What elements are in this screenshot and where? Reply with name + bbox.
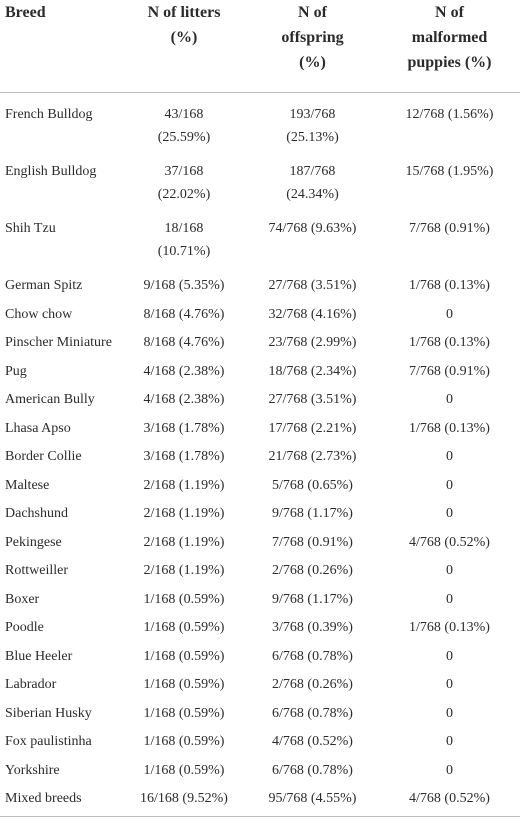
malformed-cell: 0 — [446, 392, 453, 407]
litters-cell — [122, 217, 246, 274]
litters-cell — [122, 616, 246, 645]
litters-cell-line: 3/168 (1.78%) — [143, 420, 225, 436]
header-breed: Breed — [0, 0, 122, 93]
litters-cell — [122, 673, 246, 702]
offspring-cell-line: 6/768 (0.78%) — [272, 648, 353, 664]
malformed-cell: 0 — [446, 306, 453, 322]
litters-cell — [122, 388, 246, 417]
table-row — [0, 673, 520, 702]
malformed-cell: 0 — [446, 677, 453, 692]
litters-cell — [122, 702, 246, 731]
offspring-cell-line: 2/768 (0.26%) — [272, 677, 353, 692]
breed-cell: Rottweiller — [5, 563, 68, 578]
litters-cell-line: (22.02%) — [157, 187, 211, 202]
offspring-cell-line: 187/768 — [289, 164, 336, 179]
breed-cell: Lhasa Apso — [5, 420, 71, 436]
table-body — [0, 93, 520, 817]
table-row — [0, 730, 520, 759]
breed-cell: German Spitz — [5, 278, 83, 293]
offspring-cell — [246, 445, 379, 474]
breed-cell: Shih Tzu — [5, 221, 56, 236]
malformed-cell: 0 — [446, 648, 453, 664]
breed-cell: Maltese — [5, 477, 50, 493]
header-malformed-line: puppies (%) — [407, 54, 492, 71]
table-header — [0, 0, 520, 93]
litters-cell-line: 2/168 (1.19%) — [143, 534, 225, 550]
litters-cell — [122, 531, 246, 560]
litters-cell — [122, 417, 246, 446]
offspring-cell — [246, 787, 379, 816]
litters-cell-line: 8/168 (4.76%) — [143, 335, 225, 350]
malformed-cell: 0 — [446, 734, 453, 749]
header-offspring-line: offspring — [281, 29, 344, 46]
header-malformed — [379, 0, 520, 93]
table-row — [0, 645, 520, 674]
breed-cell: Fox paulistinha — [5, 734, 92, 749]
offspring-cell — [246, 730, 379, 759]
litters-cell — [122, 274, 246, 303]
table-row — [0, 616, 520, 645]
breed-cell: Siberian Husky — [5, 705, 92, 721]
litters-cell — [122, 559, 246, 588]
malformed-cell: 12/768 (1.56%) — [405, 107, 494, 122]
litters-cell-line: 1/168 (0.59%) — [143, 677, 225, 692]
breed-cell: French Bulldog — [5, 107, 93, 122]
litters-cell — [122, 445, 246, 474]
offspring-cell-line: 17/768 (2.21%) — [268, 420, 357, 436]
litters-cell-line: 4/168 (2.38%) — [143, 363, 225, 379]
litters-cell — [122, 588, 246, 617]
litters-cell — [122, 645, 246, 674]
offspring-cell-line: (25.13%) — [286, 130, 339, 145]
litters-cell-line: 1/168 (0.59%) — [143, 762, 225, 778]
breed-cell: Pekingese — [5, 534, 62, 550]
litters-cell-line: 2/168 (1.19%) — [143, 477, 225, 493]
offspring-cell-line: 9/768 (1.17%) — [272, 591, 353, 607]
litters-cell — [122, 730, 246, 759]
offspring-cell-line: 21/768 (2.73%) — [268, 449, 357, 464]
litters-cell-line: 9/168 (5.35%) — [143, 278, 225, 293]
table-row — [0, 702, 520, 731]
offspring-cell — [246, 274, 379, 303]
table-row — [0, 502, 520, 531]
offspring-cell — [246, 417, 379, 446]
breed-cell: Mixed breeds — [0, 787, 122, 816]
table-row — [0, 559, 520, 588]
header-litters-line: (%) — [170, 29, 198, 46]
offspring-cell-line: 18/768 (2.34%) — [268, 363, 357, 379]
table-row — [0, 759, 520, 788]
litters-cell — [122, 331, 246, 360]
table-row — [0, 388, 520, 417]
litters-cell — [122, 502, 246, 531]
malformed-cell: 0 — [446, 449, 453, 464]
offspring-cell — [246, 588, 379, 617]
offspring-cell — [246, 388, 379, 417]
litters-cell — [122, 93, 246, 161]
litters-cell-line: 1/168 (0.59%) — [143, 620, 225, 635]
offspring-cell-line: 193/768 — [289, 107, 336, 122]
offspring-cell — [246, 217, 379, 274]
offspring-cell — [246, 616, 379, 645]
litters-cell — [122, 160, 246, 217]
litters-cell-line: 2/168 (1.19%) — [143, 506, 225, 521]
litters-cell-line: 1/168 (0.59%) — [143, 705, 225, 721]
offspring-cell — [246, 502, 379, 531]
litters-cell — [122, 360, 246, 389]
offspring-cell-line: 74/768 (9.63%) — [268, 221, 357, 236]
breed-cell: Dachshund — [5, 506, 68, 521]
offspring-cell-line: 6/768 (0.78%) — [272, 705, 353, 721]
malformed-cell: 0 — [446, 477, 453, 493]
offspring-cell — [246, 673, 379, 702]
offspring-cell-line: 4/768 (0.52%) — [272, 734, 353, 749]
table-row — [0, 160, 520, 217]
offspring-cell-line: 6/768 (0.78%) — [272, 762, 353, 778]
litters-cell-line: 18/168 — [164, 221, 204, 236]
offspring-cell-line: 5/768 (0.65%) — [272, 477, 353, 493]
offspring-cell-line: (24.34%) — [286, 187, 339, 202]
litters-cell-line: 2/168 (1.19%) — [143, 563, 225, 578]
litters-cell-line: 43/168 — [164, 107, 204, 122]
breed-cell: Chow chow — [5, 306, 73, 322]
offspring-cell — [246, 474, 379, 503]
litters-cell-line: 4/168 (2.38%) — [143, 392, 225, 407]
table-row — [0, 588, 520, 617]
offspring-cell-line: 27/768 (3.51%) — [268, 392, 357, 407]
malformed-cell: 0 — [446, 762, 453, 778]
table-row — [0, 303, 520, 332]
breed-cell: American Bully — [5, 392, 95, 407]
malformed-cell: 7/768 (0.91%) — [409, 221, 490, 236]
offspring-cell-line: 9/768 (1.17%) — [272, 506, 353, 521]
litters-cell-line: 3/168 (1.78%) — [143, 449, 225, 464]
malformed-cell: 0 — [446, 705, 453, 721]
header-offspring — [246, 0, 379, 93]
malformed-cell: 1/768 (0.13%) — [409, 278, 490, 293]
header-offspring-line: N of — [298, 4, 327, 21]
table-row — [0, 331, 520, 360]
offspring-cell-line: 7/768 (0.91%) — [272, 534, 353, 550]
litters-cell — [122, 474, 246, 503]
offspring-cell — [246, 531, 379, 560]
breed-cell: Pug — [5, 363, 27, 379]
litters-cell-line: 1/168 (0.59%) — [143, 734, 225, 749]
offspring-cell — [246, 645, 379, 674]
header-row — [0, 0, 520, 93]
header-malformed-line: malformed — [411, 29, 488, 46]
offspring-cell — [246, 360, 379, 389]
malformed-cell: 1/768 (0.13%) — [409, 620, 490, 635]
header-offspring-line: (%) — [299, 54, 326, 71]
offspring-cell — [246, 160, 379, 217]
offspring-cell-line: 23/768 (2.99%) — [268, 335, 357, 350]
malformed-cell: 7/768 (0.91%) — [409, 363, 490, 379]
offspring-cell — [246, 559, 379, 588]
breed-cell: Labrador — [5, 677, 57, 692]
offspring-cell-line: 27/768 (3.51%) — [268, 278, 357, 293]
malformed-cell: 4/768 (0.52%) — [409, 534, 490, 550]
malformed-cell: 1/768 (0.13%) — [409, 335, 490, 350]
malformed-cell: 0 — [446, 506, 453, 521]
offspring-cell-line: 3/768 (0.39%) — [272, 620, 353, 635]
malformed-cell: 1/768 (0.13%) — [409, 420, 490, 436]
litters-cell-line: (10.71%) — [157, 244, 211, 259]
litters-cell — [122, 303, 246, 332]
offspring-cell-line: 2/768 (0.26%) — [272, 563, 353, 578]
malformed-cell: 0 — [446, 591, 453, 607]
breed-cell: Pinscher Miniature — [5, 335, 112, 350]
offspring-cell — [246, 331, 379, 360]
breed-cell: Yorkshire — [5, 762, 60, 778]
breed-cell: Border Collie — [5, 449, 82, 464]
malformed-cell: 0 — [446, 563, 453, 578]
litters-cell-line: 8/168 (4.76%) — [143, 306, 225, 322]
table-row — [0, 93, 520, 161]
litters-cell — [122, 759, 246, 788]
table-row — [0, 531, 520, 560]
litters-cell-line: 16/168 (9.52%) — [140, 791, 228, 806]
header-litters-line: N of litters — [147, 4, 221, 21]
offspring-cell-line: 95/768 (4.55%) — [268, 791, 357, 806]
malformed-cell: 4/768 (0.52%) — [379, 787, 520, 816]
litters-cell — [122, 787, 246, 816]
malformed-cell: 15/768 (1.95%) — [405, 164, 494, 179]
breed-cell: English Bulldog — [5, 164, 97, 179]
offspring-cell — [246, 759, 379, 788]
table-row — [0, 445, 520, 474]
litters-cell-line: 37/168 — [164, 164, 204, 179]
offspring-cell — [246, 303, 379, 332]
offspring-cell-line: 32/768 (4.16%) — [268, 306, 357, 322]
table-row — [0, 217, 520, 274]
breed-cell: Poodle — [5, 620, 44, 635]
offspring-cell — [246, 702, 379, 731]
litters-cell-line: 1/168 (0.59%) — [143, 591, 225, 607]
breed-cell: Blue Heeler — [5, 648, 73, 664]
table-row — [0, 274, 520, 303]
offspring-cell — [246, 93, 379, 161]
litters-cell-line: (25.59%) — [157, 130, 211, 145]
litters-cell-line: 1/168 (0.59%) — [143, 648, 225, 664]
table-row — [0, 474, 520, 503]
table-row — [0, 417, 520, 446]
breed-cell: Boxer — [5, 591, 40, 607]
table-row — [0, 360, 520, 389]
table-row — [0, 787, 520, 816]
header-litters — [122, 0, 246, 93]
header-malformed-line: N of — [435, 4, 464, 21]
